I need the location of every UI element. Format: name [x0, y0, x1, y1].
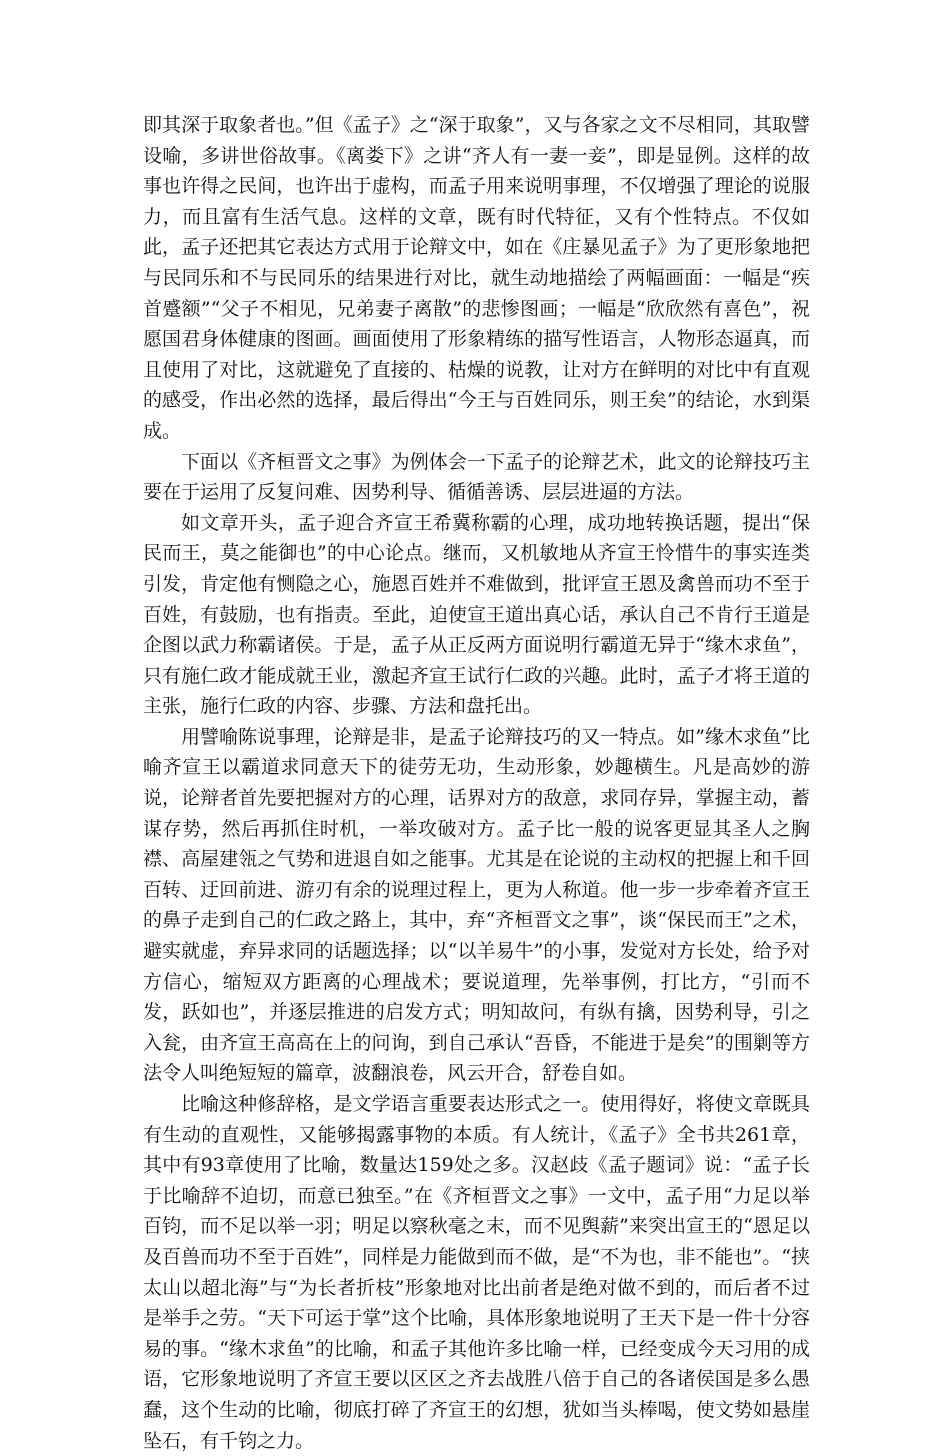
paragraph-metaphor-rhetoric: 比喻这种修辞格，是文学语言重要表达形式之一。使用得好，将使文章既具有生动的直观性，又能够揭露事物的本质。有人统计，《孟子》全书共261章，其中有93章使用了比喻，数量达159处之多。汉赵歧《孟子题词》说：“孟子长于比喻辞不迫切，而意已独至。”在《齐桓晋文之事》一文中，孟子用“力足以举百钧，而不足以举一羽；明足以察秋毫之末，而不见舆薪”来突出宣王的“恩足以及百兽而功不至于百姓”，同样是力能做到而不做，是“不为也，非不能也”。“挟太山以超北海”与“为长者折枝”形象地对比出前者是绝对做不到的，而后者不过是举手之劳。“天下可运于掌”这个比喻，具体形象地说明了王天下是一件十分容易的事。“缘木求鱼”的比喻，和孟子其他许多比喻一样，已经变成今天习用的成语，它形象地说明了齐宣王要以区区之齐去战胜八倍于自己的各诸侯国是多么愚蠢，这个生动的比喻，彻底打碎了齐宣王的幻想，犹如当头棒喝，使文势如悬崖坠石，有千钧之力。 — [143, 1093, 810, 1452]
paragraph-example-intro: 下面以《齐桓晋文之事》为例体会一下孟子的论辩艺术，此文的论辩技巧主要在于运用了反复问难、因势利导、循循善诱、层层进逼的方法。 — [143, 450, 810, 504]
paragraph-metaphor-technique: 用譬喻陈说事理，论辩是非，是孟子论辩技巧的又一特点。如”缘木求鱼”比喻齐宣王以霸道求同意天下的徒劳无功，生动形象，妙趣横生。凡是高妙的游说，论辩者首先要把握对方的心理，话界对方的敌意，求同存异，掌握主动，蓄谋存势，然后再抓住时机，一举攻破对方。孟子比一般的说客更显其圣人之胸襟、高屋建瓴之气势和进退自如之能事。尤其是在论说的主动权的把握上和千回百转、迂回前进、游刃有余的说理过程上，更为人称道。他一步一步牵着齐宣王的鼻子走到自己的仁政之路上，其中，弃“齐桓晋文之事”，谈“保民而王”之术，避实就虚，弃异求同的话题选择；以“以羊易牛”的小事，发觉对方长处，给予对方信心，缩短双方距离的心理战术；要说道理，先举事例，打比方，“引而不发，跃如也”，并逐层推进的启发方式；明知故问，有纵有擒，因势利导，引之入瓮，由齐宣王高高在上的问询，到自己承认“吾昏，不能进于是矣”的围剿等方法令人叫绝短短的篇章，波翻浪卷，风云开合，舒卷自如。 — [143, 725, 810, 1085]
paragraph-continued: 即其深于取象者也。”但《孟子》之“深于取象”，又与各家之文不尽相同，其取譬设喻，多讲世俗故事。《离娄下》之讲“齐人有一妻一妾”，即是显例。这样的故事也许得之民间，也许出于虚构，而孟子用来说明事理，不仅增强了理论的说服力，而且富有生活气息。这样的文章，既有时代特征，又有个性特点。不仅如此，孟子还把其它表达方式用于论辩文中，如在《庄暴见孟子》为了更形象地把与民同乐和不与民同乐的结果进行对比，就生动地描绘了两幅画面：一幅是“疾首蹙额”“父子不相见，兄弟妻子离散”的悲惨图画；一幅是“欣欣然有喜色”，祝愿国君身体健康的图画。画面使用了形象精练的描写性语言，人物形态逼真，而且使用了对比，这就避免了直接的、枯燥的说教，让对方在鲜明的对比中有直观的感受，作出必然的选择，最后得出“今王与百姓同乐，则王矣”的结论，水到渠成。 — [143, 114, 810, 442]
paragraph-opening-analysis: 如文章开头，孟子迎合齐宣王希冀称霸的心理，成功地转换话题，提出“保民而王，莫之能御也”的中心论点。继而，又机敏地从齐宣王怜惜牛的事实连类引发，肯定他有恻隐之心，施恩百姓并不难做到，批评宣王恩及禽兽而功不至于百姓，有鼓励，也有指责。至此，迫使宣王道出真心话，承认自己不肯行王道是企图以武力称霸诸侯。于是，孟子从正反两方面说明行霸道无异于“缘木求鱼”，只有施仁政才能成就王业，激起齐宣王试行仁政的兴趣。此时，孟子才将王道的主张，施行仁政的内容、步骤、方法和盘托出。 — [143, 511, 810, 718]
document-body — [143, 110, 810, 1456]
